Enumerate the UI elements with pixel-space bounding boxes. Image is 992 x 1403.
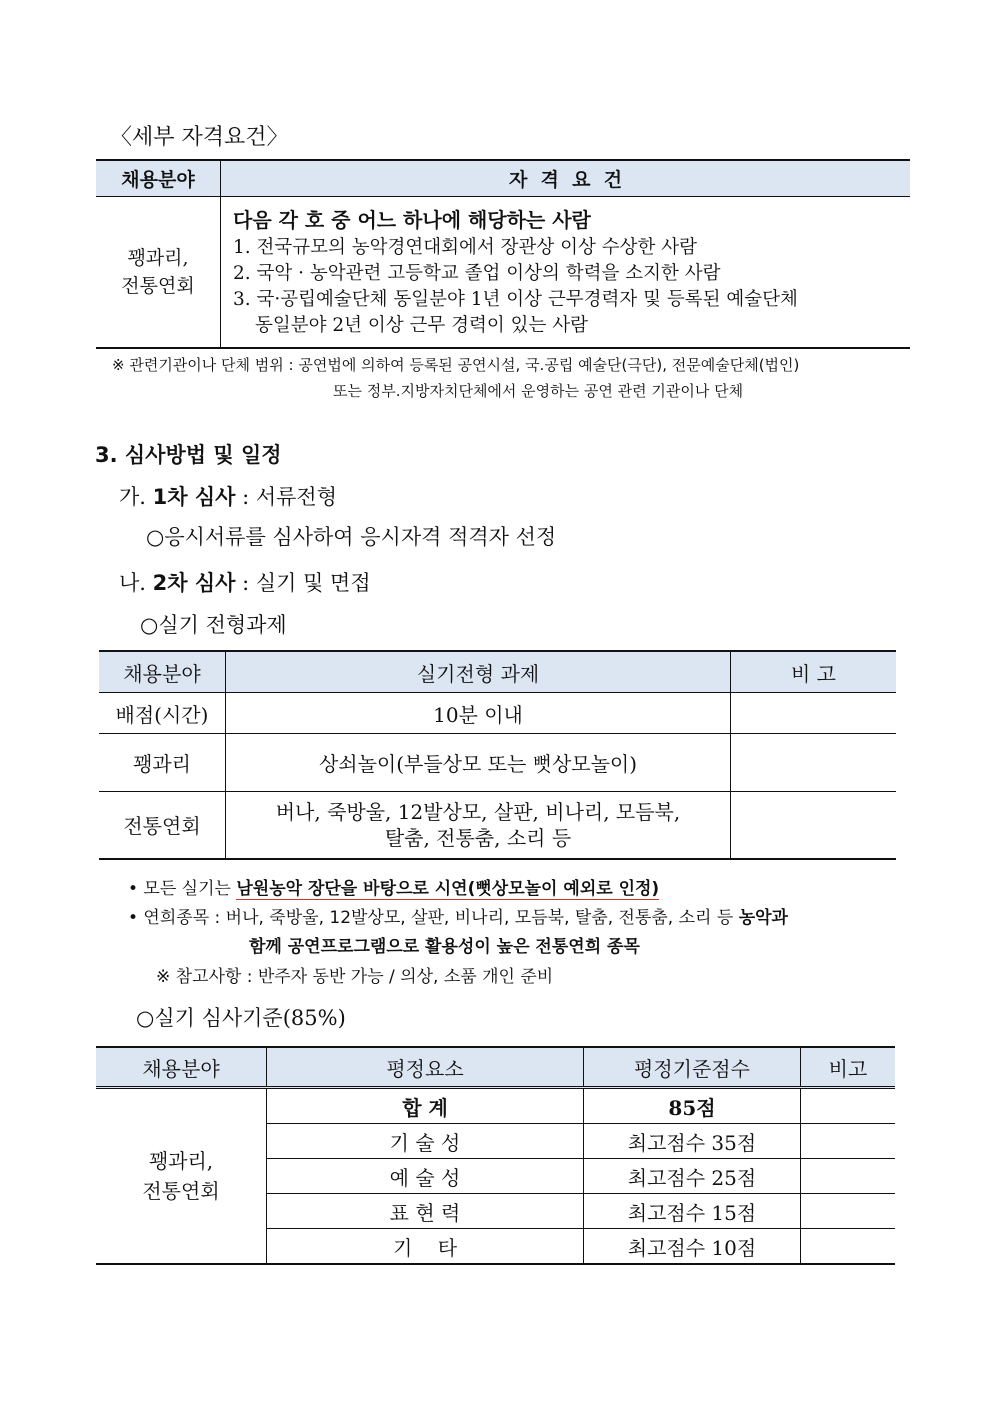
t2-field: 꽹과리 bbox=[99, 734, 226, 792]
t2-note bbox=[731, 734, 897, 792]
header-requirements: 자 격 요 건 bbox=[221, 160, 911, 197]
t3-header-score: 평정기준점수 bbox=[584, 1047, 801, 1088]
t3-score: 최고점수 35점 bbox=[584, 1124, 801, 1159]
scope-note-line1: ※ 관련기관이나 단체 범위 : 공연법에 의하여 등록된 공연시설, 국.공립 예술단(극단), 전문예술단체(법인) bbox=[112, 356, 800, 374]
second-round bbox=[119, 567, 371, 597]
qualification-table bbox=[96, 159, 910, 349]
first-round-prefix: 가. bbox=[119, 485, 153, 509]
second-round-prefix: 나. bbox=[119, 571, 153, 595]
t3-element: 표 현 력 bbox=[267, 1194, 584, 1229]
t3-element: 기 술 성 bbox=[267, 1124, 584, 1159]
table-row bbox=[96, 1088, 895, 1124]
t2-task: 상쇠놀이(부들상모 또는 뻣상모놀이) bbox=[226, 734, 731, 792]
section-caption: 〈세부 자격요건〉 bbox=[110, 125, 289, 150]
note-3: ※ 참고사항 : 반주자 동반 가능 / 의상, 소품 개인 준비 bbox=[156, 967, 554, 987]
note-2-prefix: • 연희종목 : 버나, 죽방울, 12발상모, 살판, 비나리, 모듬북, 탈춤, 전통춤, 소리 등 bbox=[128, 908, 739, 928]
note-1-prefix: • 모든 실기는 bbox=[128, 879, 237, 899]
t3-category-line: 꽹과리, bbox=[148, 1149, 214, 1173]
t2-note bbox=[731, 693, 897, 734]
t2-task bbox=[226, 792, 731, 859]
t2-field: 전통연회 bbox=[99, 792, 226, 859]
t3-category-line: 전통연회 bbox=[142, 1179, 220, 1203]
category-cell bbox=[96, 197, 221, 349]
t3-note bbox=[801, 1088, 896, 1124]
first-round bbox=[119, 481, 337, 511]
requirement-item-continued: 동일분야 2년 이상 근무 경력이 있는 사람 bbox=[255, 315, 588, 336]
requirement-item: 1. 전국규모의 농악경연대회에서 장관상 이상 수상한 사람 bbox=[233, 237, 697, 258]
scope-note-line2: 또는 정부.지방자치단체에서 운영하는 공연 관련 기관이나 단체 bbox=[333, 382, 744, 400]
t3-note bbox=[801, 1229, 896, 1265]
t3-score-total: 85점 bbox=[584, 1088, 801, 1124]
t3-header-note: 비고 bbox=[801, 1047, 896, 1088]
section-title: 3. 심사방법 및 일정 bbox=[95, 443, 282, 467]
table-row bbox=[99, 792, 896, 859]
criteria-caption: ○실기 심사기준(85%) bbox=[136, 1006, 346, 1030]
t2-task: 10분 이내 bbox=[226, 693, 731, 734]
note-2 bbox=[128, 903, 788, 928]
requirements-cell bbox=[221, 197, 911, 349]
table-row bbox=[99, 734, 896, 792]
note-1 bbox=[128, 874, 659, 899]
requirement-item: 2. 국악 · 농악관련 고등학교 졸업 이상의 학력을 소지한 사람 bbox=[233, 263, 721, 284]
note-2-emphasis: 농악과 bbox=[738, 908, 788, 928]
requirement-item: 3. 국·공립예술단체 동일분야 1년 이상 근무경력자 및 등록된 예술단체 bbox=[233, 289, 798, 310]
second-round-label: 2차 심사 bbox=[152, 571, 236, 595]
category-line: 전통연회 bbox=[121, 275, 195, 297]
second-round-desc: : 실기 및 면접 bbox=[235, 571, 371, 595]
first-round-label: 1차 심사 bbox=[152, 485, 236, 509]
note-2-continued: 함께 공연프로그램으로 활용성이 높은 전통연희 종목 bbox=[249, 937, 640, 957]
t2-header-task: 실기전형 과제 bbox=[226, 651, 731, 693]
t2-task-line: 탈춤, 전통춤, 소리 등 bbox=[384, 825, 572, 850]
category-line: 꽹과리, bbox=[127, 247, 189, 269]
requirements-lead: 다음 각 호 중 어느 하나에 해당하는 사람 bbox=[233, 208, 591, 232]
first-round-bullet: ○응시서류를 심사하여 응시자격 적격자 선정 bbox=[146, 525, 557, 549]
header-field: 채용분야 bbox=[96, 160, 221, 197]
table-row bbox=[99, 693, 896, 734]
t3-score: 최고점수 15점 bbox=[584, 1194, 801, 1229]
t3-score: 최고점수 10점 bbox=[584, 1229, 801, 1265]
t3-category bbox=[96, 1088, 267, 1265]
t2-note bbox=[731, 792, 897, 859]
t2-task-line: 버나, 죽방울, 12발상모, 살판, 비나리, 모듬북, bbox=[275, 799, 681, 824]
scoring-criteria-table bbox=[96, 1046, 895, 1265]
t3-element: 기 타 bbox=[267, 1229, 584, 1265]
t3-element-total: 합 계 bbox=[267, 1088, 584, 1124]
second-round-bullet: ○실기 전형과제 bbox=[140, 613, 287, 637]
t3-note bbox=[801, 1194, 896, 1229]
t3-header-field: 채용분야 bbox=[96, 1047, 267, 1088]
t2-header-field: 채용분야 bbox=[99, 651, 226, 693]
first-round-desc: : 서류전형 bbox=[235, 485, 337, 509]
t3-element: 예 술 성 bbox=[267, 1159, 584, 1194]
practical-task-table bbox=[99, 650, 896, 860]
t3-score: 최고점수 25점 bbox=[584, 1159, 801, 1194]
t2-header-note: 비 고 bbox=[731, 651, 897, 693]
t3-note bbox=[801, 1124, 896, 1159]
note-1-emphasis: 남원농악 장단을 바탕으로 시연(뻣상모놀이 예외로 인정) bbox=[236, 879, 660, 899]
t3-header-element: 평정요소 bbox=[267, 1047, 584, 1088]
t3-note bbox=[801, 1159, 896, 1194]
t2-field: 배점(시간) bbox=[99, 693, 226, 734]
